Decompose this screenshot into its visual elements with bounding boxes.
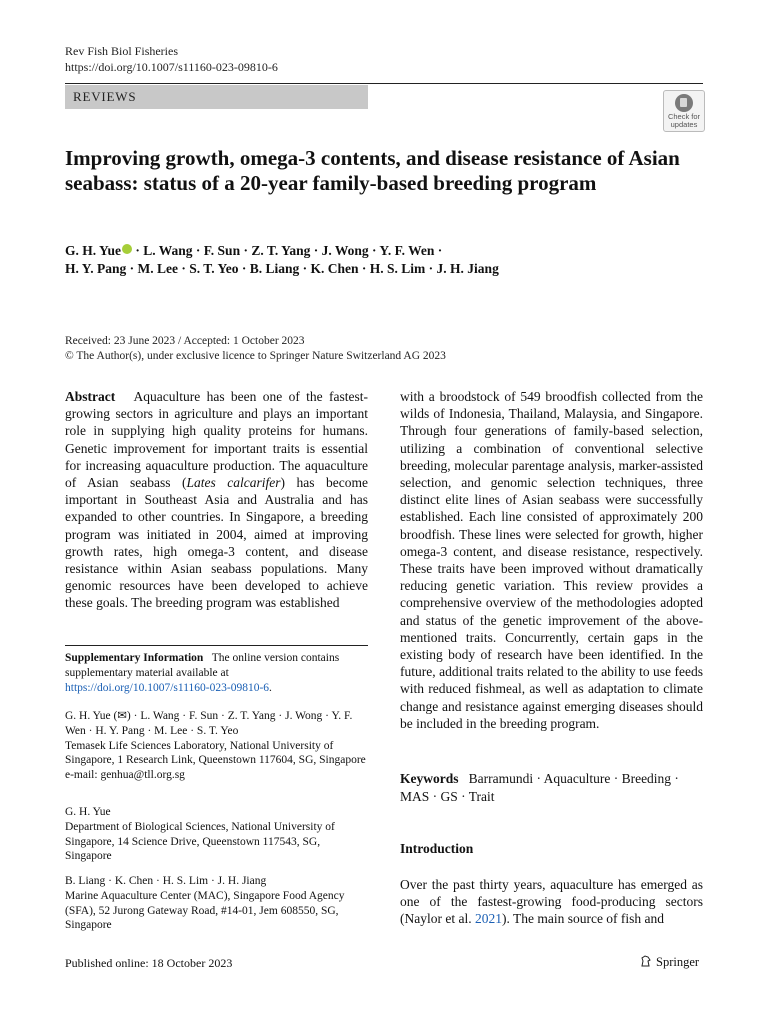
citation-link[interactable]: 2021 [474, 911, 502, 927]
received-accepted: Received: 23 June 2023 / Accepted: 1 October 2023 [65, 335, 305, 347]
abstract-right: with a broodstock of 549 broodfish collected from the wilds of Indonesia, Thailand, Malaysia, and Singapore. Through four generations of family-based selection, utilizing a combination of conventional selective breeding, molecular parentage analysis, marker-assisted selection, and genomic selection techniques, three distinct elite lines of Asian seabass were successfully established. Each line consisted of approximately 200 broodfish. These lines were selected for growth, higher omega-3 content, and disease resistance, respectively. These traits have been improved without dramatically reducing genetic variation. This review provides a comprehensive overview of the methodologies adopted and status of the genetic improvement of the above-mentioned traits. Concurrently, certain gaps in the existing body of research have been identified. In the future, additional traits related to the ability to use feeds with reduced fishmeal, as well as adaptation to climate change and resistance against emerging diseases should be included in the breeding program. [400, 389, 703, 731]
publisher-name: Springer [656, 955, 700, 969]
intro-text-b: ). The main source of fish and [501, 911, 665, 927]
affiliation-names: B. Liang · K. Chen · H. S. Lim · J. H. Jiang [65, 875, 267, 887]
authors-line2: H. Y. Pang · M. Lee · S. T. Yeo · B. Liang · K. Chen · H. S. Lim · J. H. Jiang [65, 261, 499, 276]
species-name: Lates calcarifer [186, 475, 281, 491]
abstract-left [65, 388, 368, 612]
supplementary-text: The online version contains supplementary material available at [65, 652, 340, 679]
supplementary-label: Supplementary Information [65, 652, 204, 664]
copyright: © The Author(s), under exclusive licence to Springer Nature Switzerland AG 2023 [65, 350, 446, 362]
affiliation-org: Temasek Life Sciences Laboratory, National University of Singapore, 1 Research Link, Queenstown 117604, SG, Singapore [65, 739, 366, 767]
springer-horse-icon [640, 955, 652, 967]
intro-text-a: Over the past thirty years, aquaculture has emerged as one of the fastest-growing food-producing sectors (Naylor et al. [400, 877, 703, 927]
publisher-logo [640, 955, 699, 970]
check-updates-label: Check for updates [667, 112, 701, 129]
affiliation-names: G. H. Yue [65, 806, 111, 818]
supplementary-link[interactable]: https://doi.org/10.1007/s11160-023-09810-6 [65, 681, 270, 694]
header-rule [65, 83, 703, 84]
keywords-label: Keywords [400, 771, 459, 786]
affiliation-3 [65, 874, 368, 933]
article-dates [65, 334, 685, 364]
affiliation-1 [65, 709, 368, 783]
orcid-icon[interactable] [122, 244, 132, 254]
abstract-text-a: Aquaculture has been one of the fastest-growing sectors in agriculture and plays an important role in supplying high quality proteins for humans. Genetic improvement for important traits is essential for increasing aquaculture production. The aquaculture of Asian seabass ( [65, 389, 368, 491]
affiliation-names: G. H. Yue (✉) · L. Wang · F. Sun · Z. T. Yang · J. Wong · Y. F. Wen · H. Y. Pang · M. Lee · S. T. Yeo [65, 710, 353, 737]
abstract-label: Abstract [65, 389, 116, 404]
check-for-updates-badge[interactable] [663, 90, 705, 132]
section-label: REVIEWS [65, 85, 368, 109]
article-title: Improving growth, omega-3 contents, and disease resistance of Asian seabass: status of a 20-year family-based breeding program [65, 146, 680, 195]
author-list [65, 242, 685, 278]
supplementary-info [65, 651, 368, 695]
affiliation-2 [65, 805, 368, 864]
doi-link[interactable]: https://doi.org/10.1007/s11160-023-09810-6 [65, 60, 278, 74]
abstract-text-b: ) has become important in Southeast Asia and Australia and has expanded to other countries. In Singapore, a breeding program was initiated in 2004, aimed at improving growth rates, high omega-3 content, and disease resistance within Asian seabass populations. Many genomic resources have been developed to achieve these goals. The breeding program was established [65, 475, 368, 611]
journal-name: Rev Fish Biol Fisheries [65, 44, 179, 58]
first-author[interactable]: G. H. Yue [65, 243, 122, 258]
keywords [400, 770, 703, 806]
authors-line1: · L. Wang · F. Sun · Z. T. Yang · J. Wong · Y. F. Wen · [132, 243, 443, 258]
affiliation-email[interactable]: e-mail: genhua@tll.org.sg [65, 769, 185, 782]
bookmark-icon [675, 94, 693, 112]
affiliation-org: Marine Aquaculture Center (MAC), Singapore Food Agency (SFA), 52 Jurong Gateway Road, #14-01, Jem 608550, SG, Singapore [65, 889, 345, 932]
published-date: Published online: 18 October 2023 [65, 956, 233, 970]
affiliation-org: Department of Biological Sciences, National University of Singapore, 14 Science Drive, Queenstown 117543, SG, Singapore [65, 820, 335, 863]
supplementary-end: . [269, 681, 272, 694]
keywords-text: Barramundi · Aquaculture · Breeding · MAS · GS · Trait [400, 771, 679, 804]
journal-header [65, 43, 278, 75]
introduction-text [400, 876, 703, 928]
introduction-heading: Introduction [400, 841, 474, 856]
footnote-rule [65, 645, 368, 646]
